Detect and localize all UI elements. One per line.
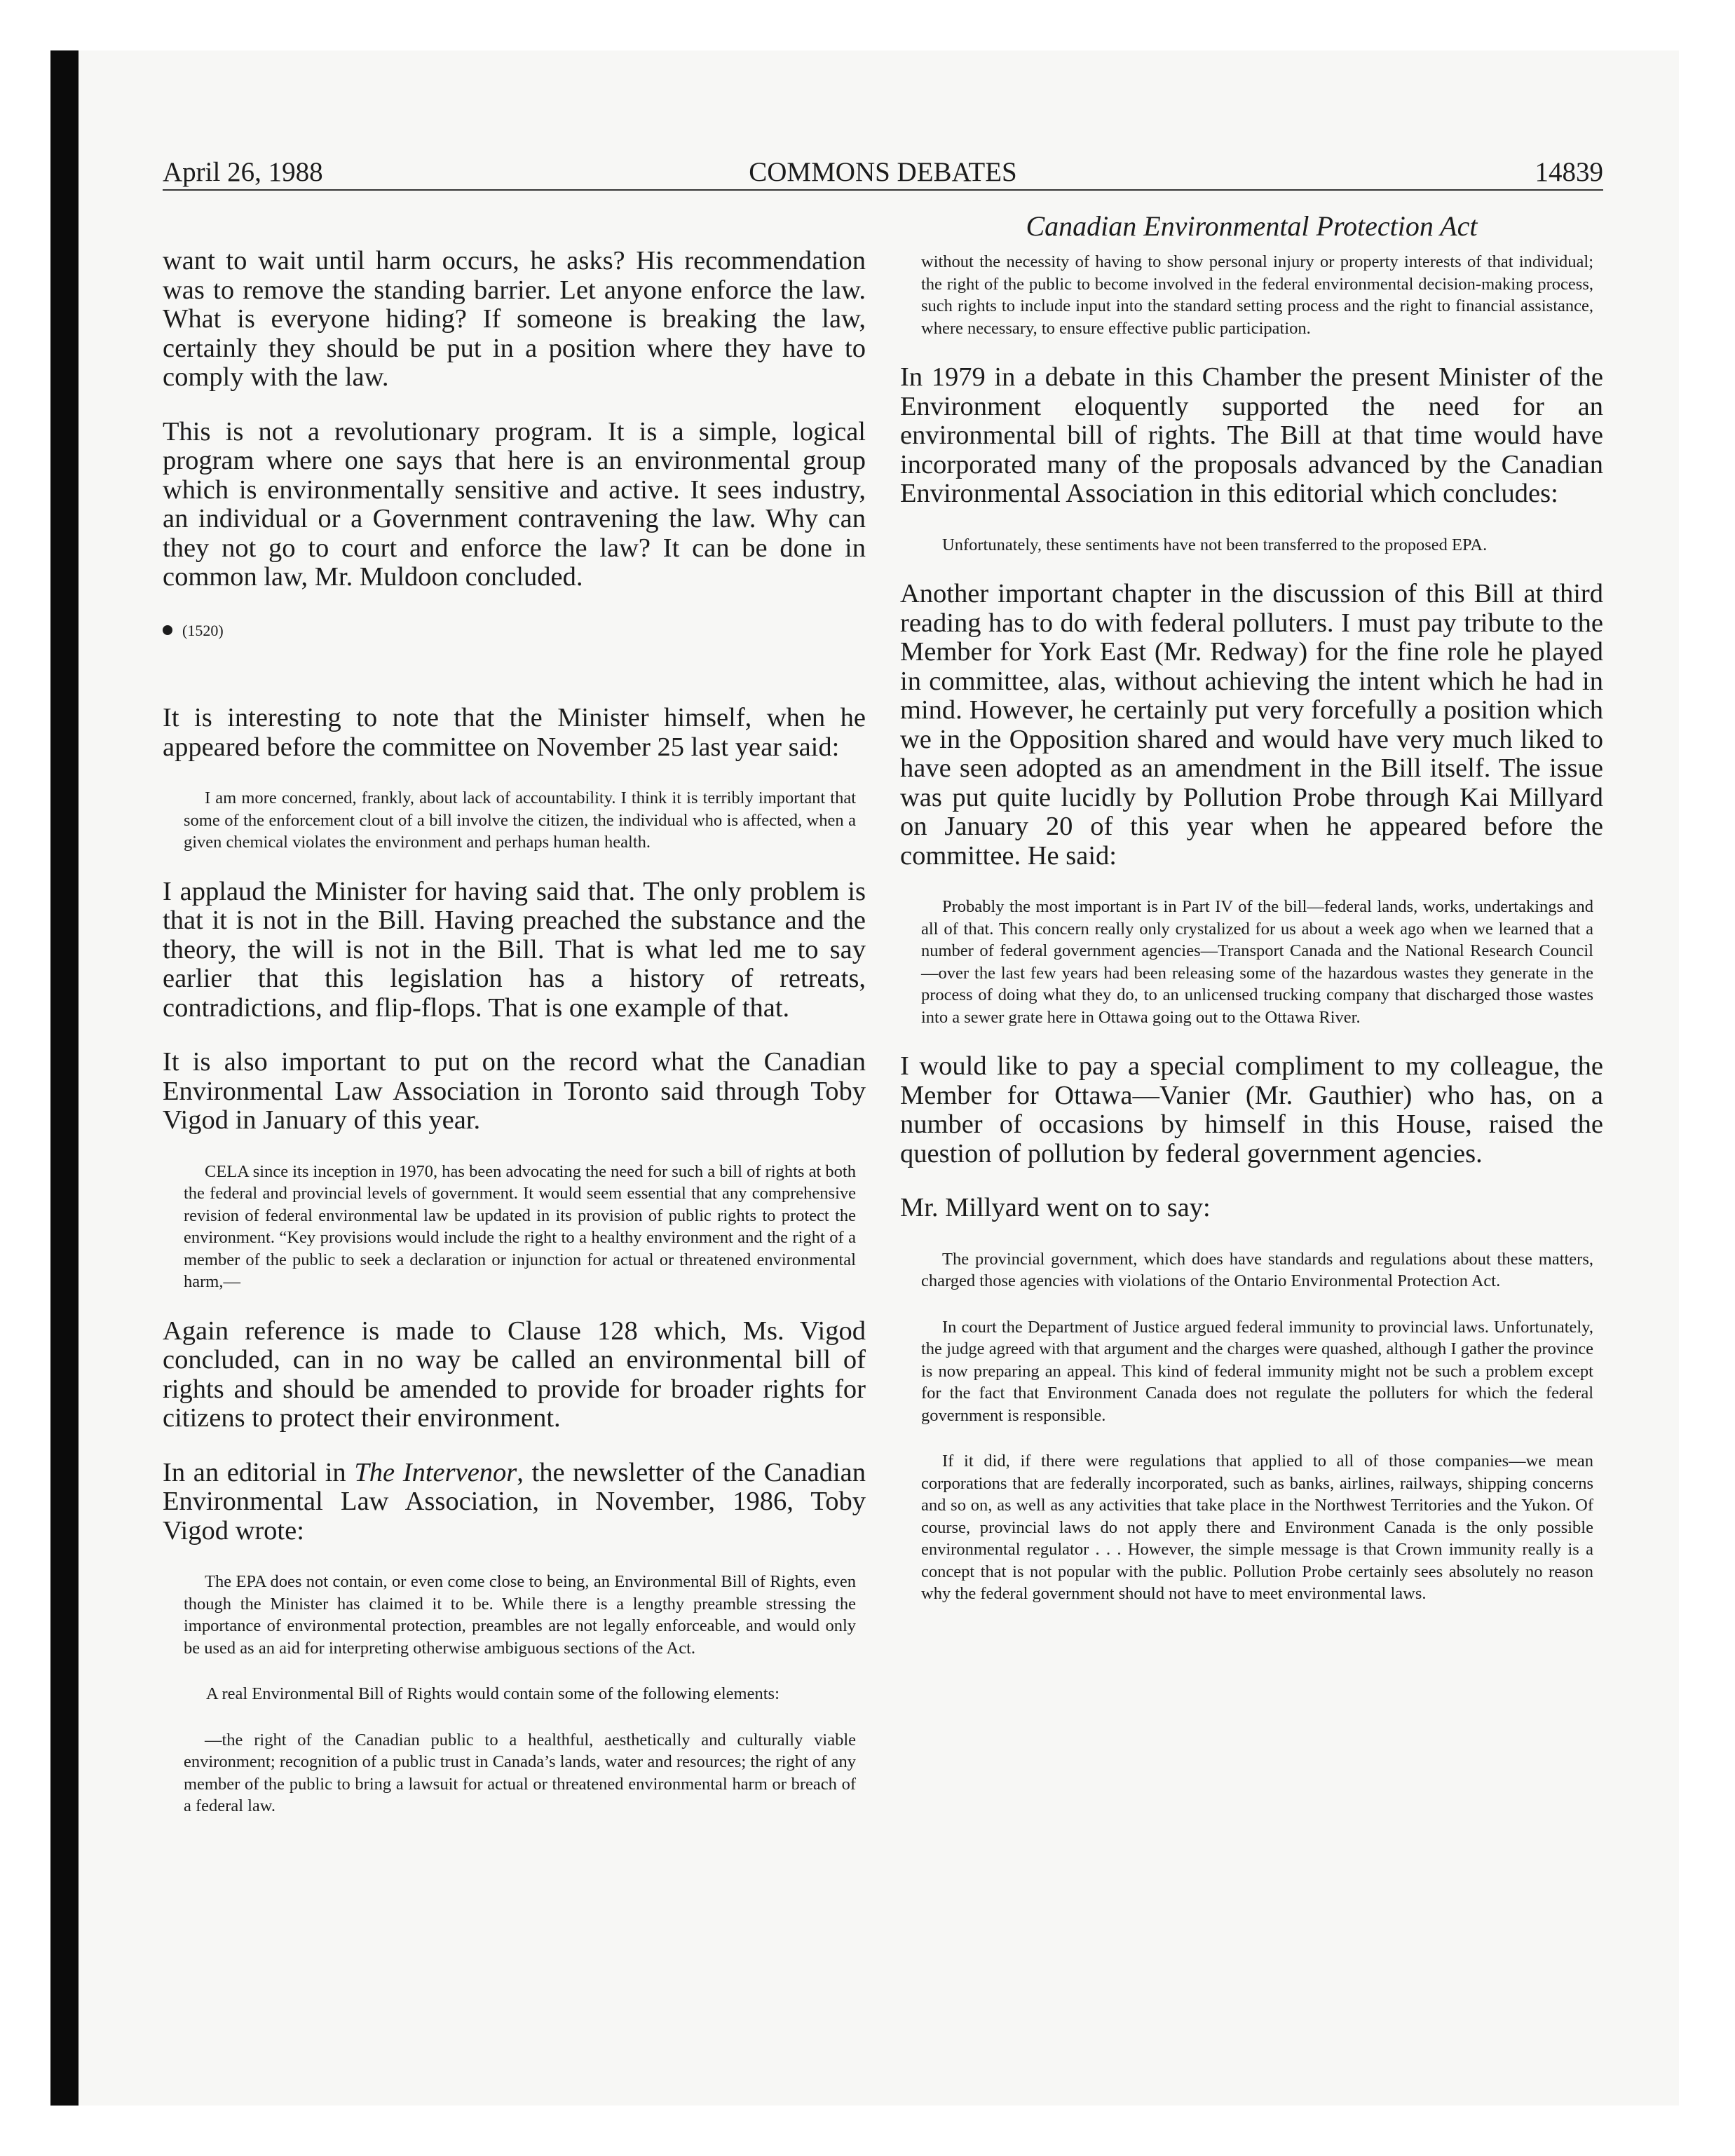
editorial-text-after: , the newsletter of the Canadian Environmental Law Association, in November, 1986, Toby Vigod wrote: bbox=[163, 1457, 866, 1546]
paragraph: It is interesting to note that the Minister himself, when he appeared before the committee on November 25 last year said: bbox=[163, 703, 866, 762]
block-quote: CELA since its inception in 1970, has been advocating the need for such a bill of rights at both the federal and provincial levels of government. It would seem essential that any comprehensive revision of federal environmental law be updated in its provision of public rights to protect the environment. “Key provisions would include the right to a healthy environment and the right of a member of the public to seek a declaration or injunction for actual or threatened environmental harm,— bbox=[184, 1161, 856, 1292]
paragraph: Another important chapter in the discussion of this Bill at third reading has to do with federal polluters. I must pay tribute to the Member for York East (Mr. Redway) for the fine role he played in committee, alas, without achieving the intent which he had in mind. However, he certainly put very forcefully a position which we in the Opposition shared and would have very much liked to have seen adopted as an amendment in the Bill itself. The issue was put quite lucidly by Pollution Probe through Kai Millyard on January 20 of this year when he appeared before the committee. He said: bbox=[900, 579, 1603, 871]
page-header bbox=[163, 154, 1603, 191]
paragraph: This is not a revolutionary program. It is a simple, logical program where one says that here is an environmental group which is environmentally sensitive and active. It sees industry, an individual or a Government contravening the law. Why can they not go to court and enforce the law? It can be done in common law, Mr. Muldoon concluded. bbox=[163, 416, 866, 592]
paragraph-editorial bbox=[163, 1459, 866, 1546]
block-quote: Probably the most important is in Part IV of the bill—federal lands, works, undertakings and all of that. This concern really only crystalized for us about a week ago when we learned that a number of federal government agencies—Transport Canada and the National Research Council—over the last few years had been releasing some of the hazardous wastes they generate in the process of doing what they do, to an unlicensed trucking company that discharged those wastes into a sewer grate here in Ottawa going out to the Ottawa River. bbox=[921, 897, 1593, 1027]
editorial-text-before: In an editorial in bbox=[163, 1457, 355, 1487]
block-quote: I am more concerned, frankly, about lack of accountability. I think it is terribly important that some of the enforcement clout of a bill involve the citizen, the individual who is affected, when a given chemical violates the environment and perhaps human health. bbox=[184, 789, 856, 852]
time-marker-text: (1520) bbox=[182, 621, 224, 639]
bullet-icon bbox=[163, 625, 172, 635]
paragraph: In 1979 in a debate in this Chamber the present Minister of the Environment eloquently supported the need for an environmental bill of rights. The Bill at that time would have incorporated many of the proposals advanced by the Canadian Environmental Association in this editorial which concludes: bbox=[900, 362, 1603, 508]
block-quote: The provincial government, which does have standards and regulations about these matters, charged those agencies with violations of the Ontario Environmental Protection Act. bbox=[921, 1249, 1593, 1290]
block-quote: —the right of the Canadian public to a healthful, aesthetically and culturally viable environment; recognition of a public trust in Canada’s lands, water and resources; the right of any member of the public to bring a lawsuit for actual or threatened environmental harm or breach of a federal law. bbox=[184, 1730, 856, 1816]
paragraph: Again reference is made to Clause 128 which, Ms. Vigod concluded, can in no way be called an environmental bill of rights and should be amended to provide for broader rights for citizens to protect their environment. bbox=[163, 1316, 866, 1433]
scan-edge-bar bbox=[50, 50, 79, 2106]
paragraph: I applaud the Minister for having said that. The only problem is that it is not in the Bill. Having preached the substance and the theory, the will is not in the Bill. That is what led me to say earlier that this legislation has a history of retreats, contradictions, and flip-flops. That is one example of that. bbox=[163, 876, 866, 1023]
paragraph: It is also important to put on the record what the Canadian Environmental Law Association in Toronto said through Toby Vigod in January of this year. bbox=[163, 1047, 866, 1135]
paragraph: Mr. Millyard went on to say: bbox=[900, 1193, 1211, 1222]
paragraph: want to wait until harm occurs, he asks? His recommendation was to remove the standing barrier. Let anyone enforce the law. What is everyone hiding? If someone is breaking the law, certainly they should be put in a position where they have to comply with the law. bbox=[163, 246, 866, 392]
time-marker bbox=[163, 619, 866, 641]
paragraph: I would like to pay a special compliment to my colleague, the Member for Ottawa—Vanier (Mr. Gauthier) who has, on a number of occasions by himself in this House, raised the question of pollution by federal government agencies. bbox=[900, 1051, 1603, 1168]
header-publication: COMMONS DEBATES bbox=[749, 157, 1017, 187]
header-rule bbox=[163, 189, 1603, 191]
header-page-number: 14839 bbox=[1535, 157, 1603, 187]
newsletter-title: The Intervenor bbox=[354, 1457, 517, 1487]
left-column bbox=[163, 247, 866, 1841]
right-column bbox=[900, 251, 1603, 1629]
running-head: Canadian Environmental Protection Act bbox=[1026, 210, 1478, 242]
block-quote: A real Environmental Bill of Rights would contain some of the following elements: bbox=[206, 1684, 780, 1704]
block-quote: Unfortunately, these sentiments have not been transferred to the proposed EPA. bbox=[942, 535, 1488, 554]
block-quote: The EPA does not contain, or even come close to being, an Environmental Bill of Rights, even though the Minister has claimed it to be. While there is a lengthy preamble stressing the importance of environmental protection, preambles are not legally enforceable, and would only be used as an aid for interpreting otherwise ambiguous sections of the Act. bbox=[184, 1572, 856, 1658]
block-quote: If it did, if there were regulations that applied to all of those companies—we mean corporations that are federally incorporated, such as banks, airlines, railways, shipping concerns and so on, as well as any activities that take place in the Northwest Territories and the Yukon. Of course, provincial laws do not apply there and Environment Canada is the only possible environmental regulator . . . However, the simple message is that Crown immunity really is a concept that is not popular with the public. Pollution Probe certainly sees absolutely no reason why the federal government should not have to meet environmental laws. bbox=[921, 1452, 1593, 1603]
block-quote: In court the Department of Justice argued federal immunity to provincial laws. Unfortunately, the judge agreed with that argument and the charges were quashed, although I gather the province is now preparing an appeal. This kind of federal immunity might not be such a problem except for the fact that Environment Canada does not regulate the polluters for which the federal government is responsible. bbox=[921, 1317, 1593, 1425]
header-date: April 26, 1988 bbox=[163, 157, 323, 187]
block-quote: without the necessity of having to show personal injury or property interests of that individual; the right of the public to become involved in the federal environmental decision-making process, such rights to include input into the standard setting process and the right to financial assistance, where necessary, to ensure effective public participation. bbox=[921, 252, 1593, 338]
